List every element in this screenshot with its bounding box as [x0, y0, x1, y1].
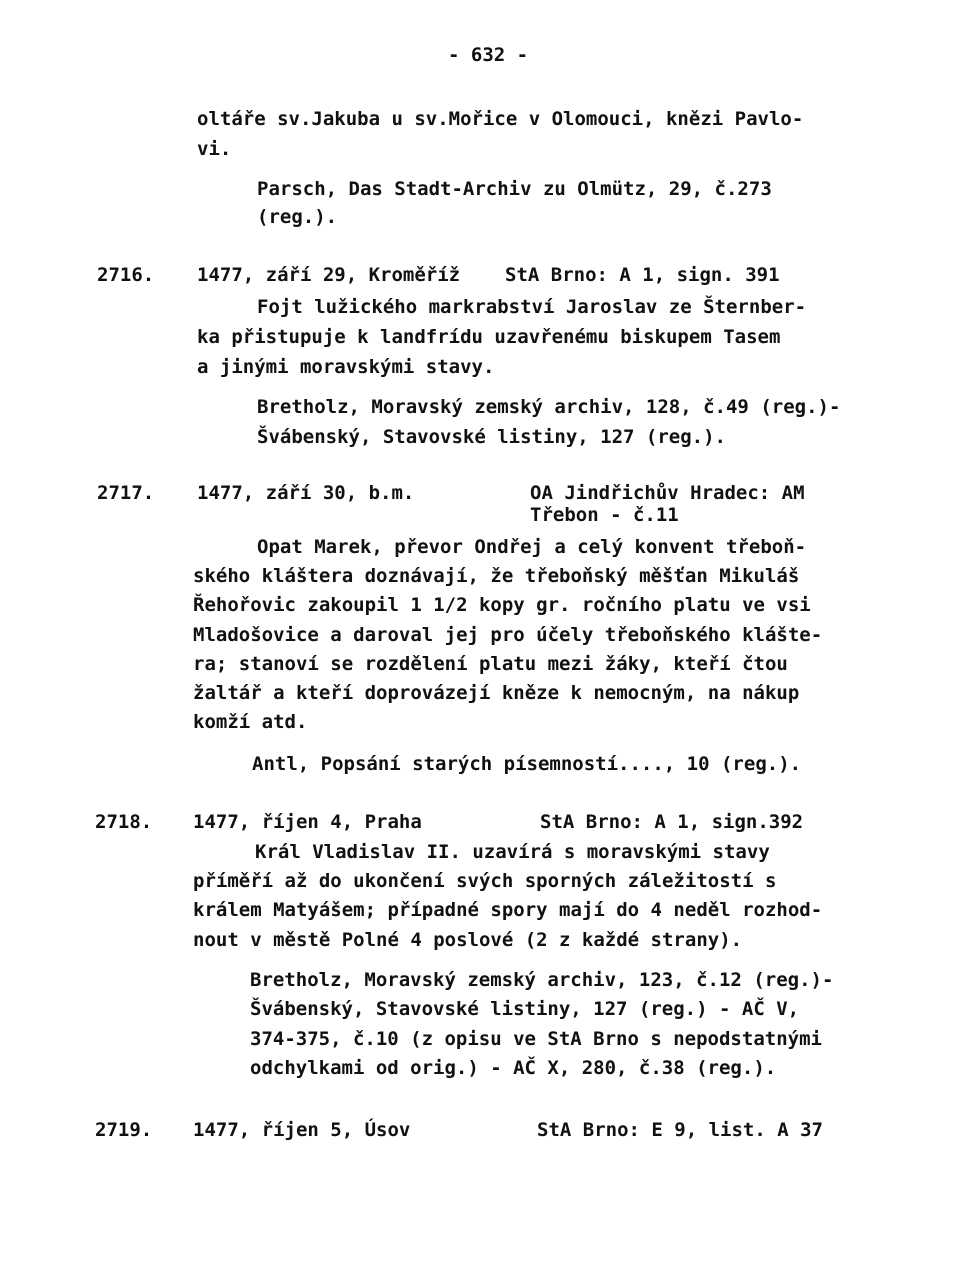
entry-archive: OA Jindřichův Hradec: AM — [530, 482, 805, 504]
entry-body-line: Fojt lužického markrabství Jaroslav ze Šternber- — [257, 296, 807, 318]
entry-body-line: králem Matyášem; případné spory mají do 4 neděl rozhod- — [193, 899, 823, 921]
entry-archive: StA Brno: A 1, sign.392 — [540, 811, 804, 833]
entry-date-place: 1477, září 29, Kroměříž — [197, 264, 461, 286]
entry-body-line: a jinými moravskými stavy. — [197, 356, 495, 378]
entry-number: 2717. — [97, 482, 155, 504]
entry-reference: Švábenský, Stavovské listiny, 127 (reg.). — [257, 426, 726, 448]
entry-archive: StA Brno: A 1, sign. 391 — [505, 264, 780, 286]
entry-body-line: příměří až do ukončení svých sporných záležitostí s — [193, 870, 777, 892]
entry-body-line: komží atd. — [193, 711, 308, 733]
entry-body-line: Král Vladislav II. uzavírá s moravskými stavy — [255, 841, 770, 863]
entry-date-place: 1477, září 30, b.m. — [197, 482, 415, 504]
entry-body-line: Opat Marek, převor Ondřej a celý konvent třeboň- — [257, 536, 807, 558]
continuation-line: oltáře sv.Jakuba u sv.Mořice v Olomouci, knězi Pavlo- — [197, 108, 804, 130]
entry-number: 2716. — [97, 264, 155, 286]
page-number: - 632 - — [448, 44, 529, 66]
entry-body-line: Řehořovic zakoupil 1 1/2 kopy gr. ročního platu ve vsi — [193, 594, 811, 616]
entry-body-line: ského kláštera doznávají, že třeboňský měšťan Mikuláš — [193, 565, 800, 587]
entry-reference: Švábenský, Stavovské listiny, 127 (reg.) - AČ V, — [250, 998, 800, 1020]
entry-date-place: 1477, říjen 5, Úsov — [193, 1119, 411, 1141]
entry-number: 2719. — [95, 1119, 153, 1141]
continuation-reference: Parsch, Das Stadt-Archiv zu Olmütz, 29, č.273 — [257, 178, 772, 200]
continuation-reference: (reg.). — [257, 206, 338, 228]
entry-number: 2718. — [95, 811, 153, 833]
entry-reference: 374-375, č.10 (z opisu ve StA Brno s nepodstatnými — [250, 1028, 822, 1050]
entry-reference: Bretholz, Moravský zemský archiv, 128, č.49 (reg.)- — [257, 396, 841, 418]
entry-body-line: nout v městě Polné 4 poslové (2 z každé strany). — [193, 929, 743, 951]
entry-reference: odchylkami od orig.) - AČ X, 280, č.38 (reg.). — [250, 1057, 777, 1079]
entry-archive-continuation: Třebon - č.11 — [530, 504, 679, 526]
entry-body-line: ka přistupuje k landfrídu uzavřenému biskupem Tasem — [197, 326, 781, 348]
entry-archive: StA Brno: E 9, list. A 37 — [537, 1119, 823, 1141]
entry-body-line: ra; stanoví se rozdělení platu mezi žáky, kteří čtou — [193, 653, 788, 675]
entry-body-line: Mladošovice a daroval jej pro účely třeboňského klášte- — [193, 624, 823, 646]
entry-reference: Antl, Popsání starých písemností...., 10 (reg.). — [252, 753, 802, 775]
entry-reference: Bretholz, Moravský zemský archiv, 123, č.12 (reg.)- — [250, 969, 834, 991]
entry-date-place: 1477, říjen 4, Praha — [193, 811, 422, 833]
continuation-line: vi. — [197, 138, 232, 160]
entry-body-line: žaltář a kteří doprovázejí kněze k nemocným, na nákup — [193, 682, 800, 704]
